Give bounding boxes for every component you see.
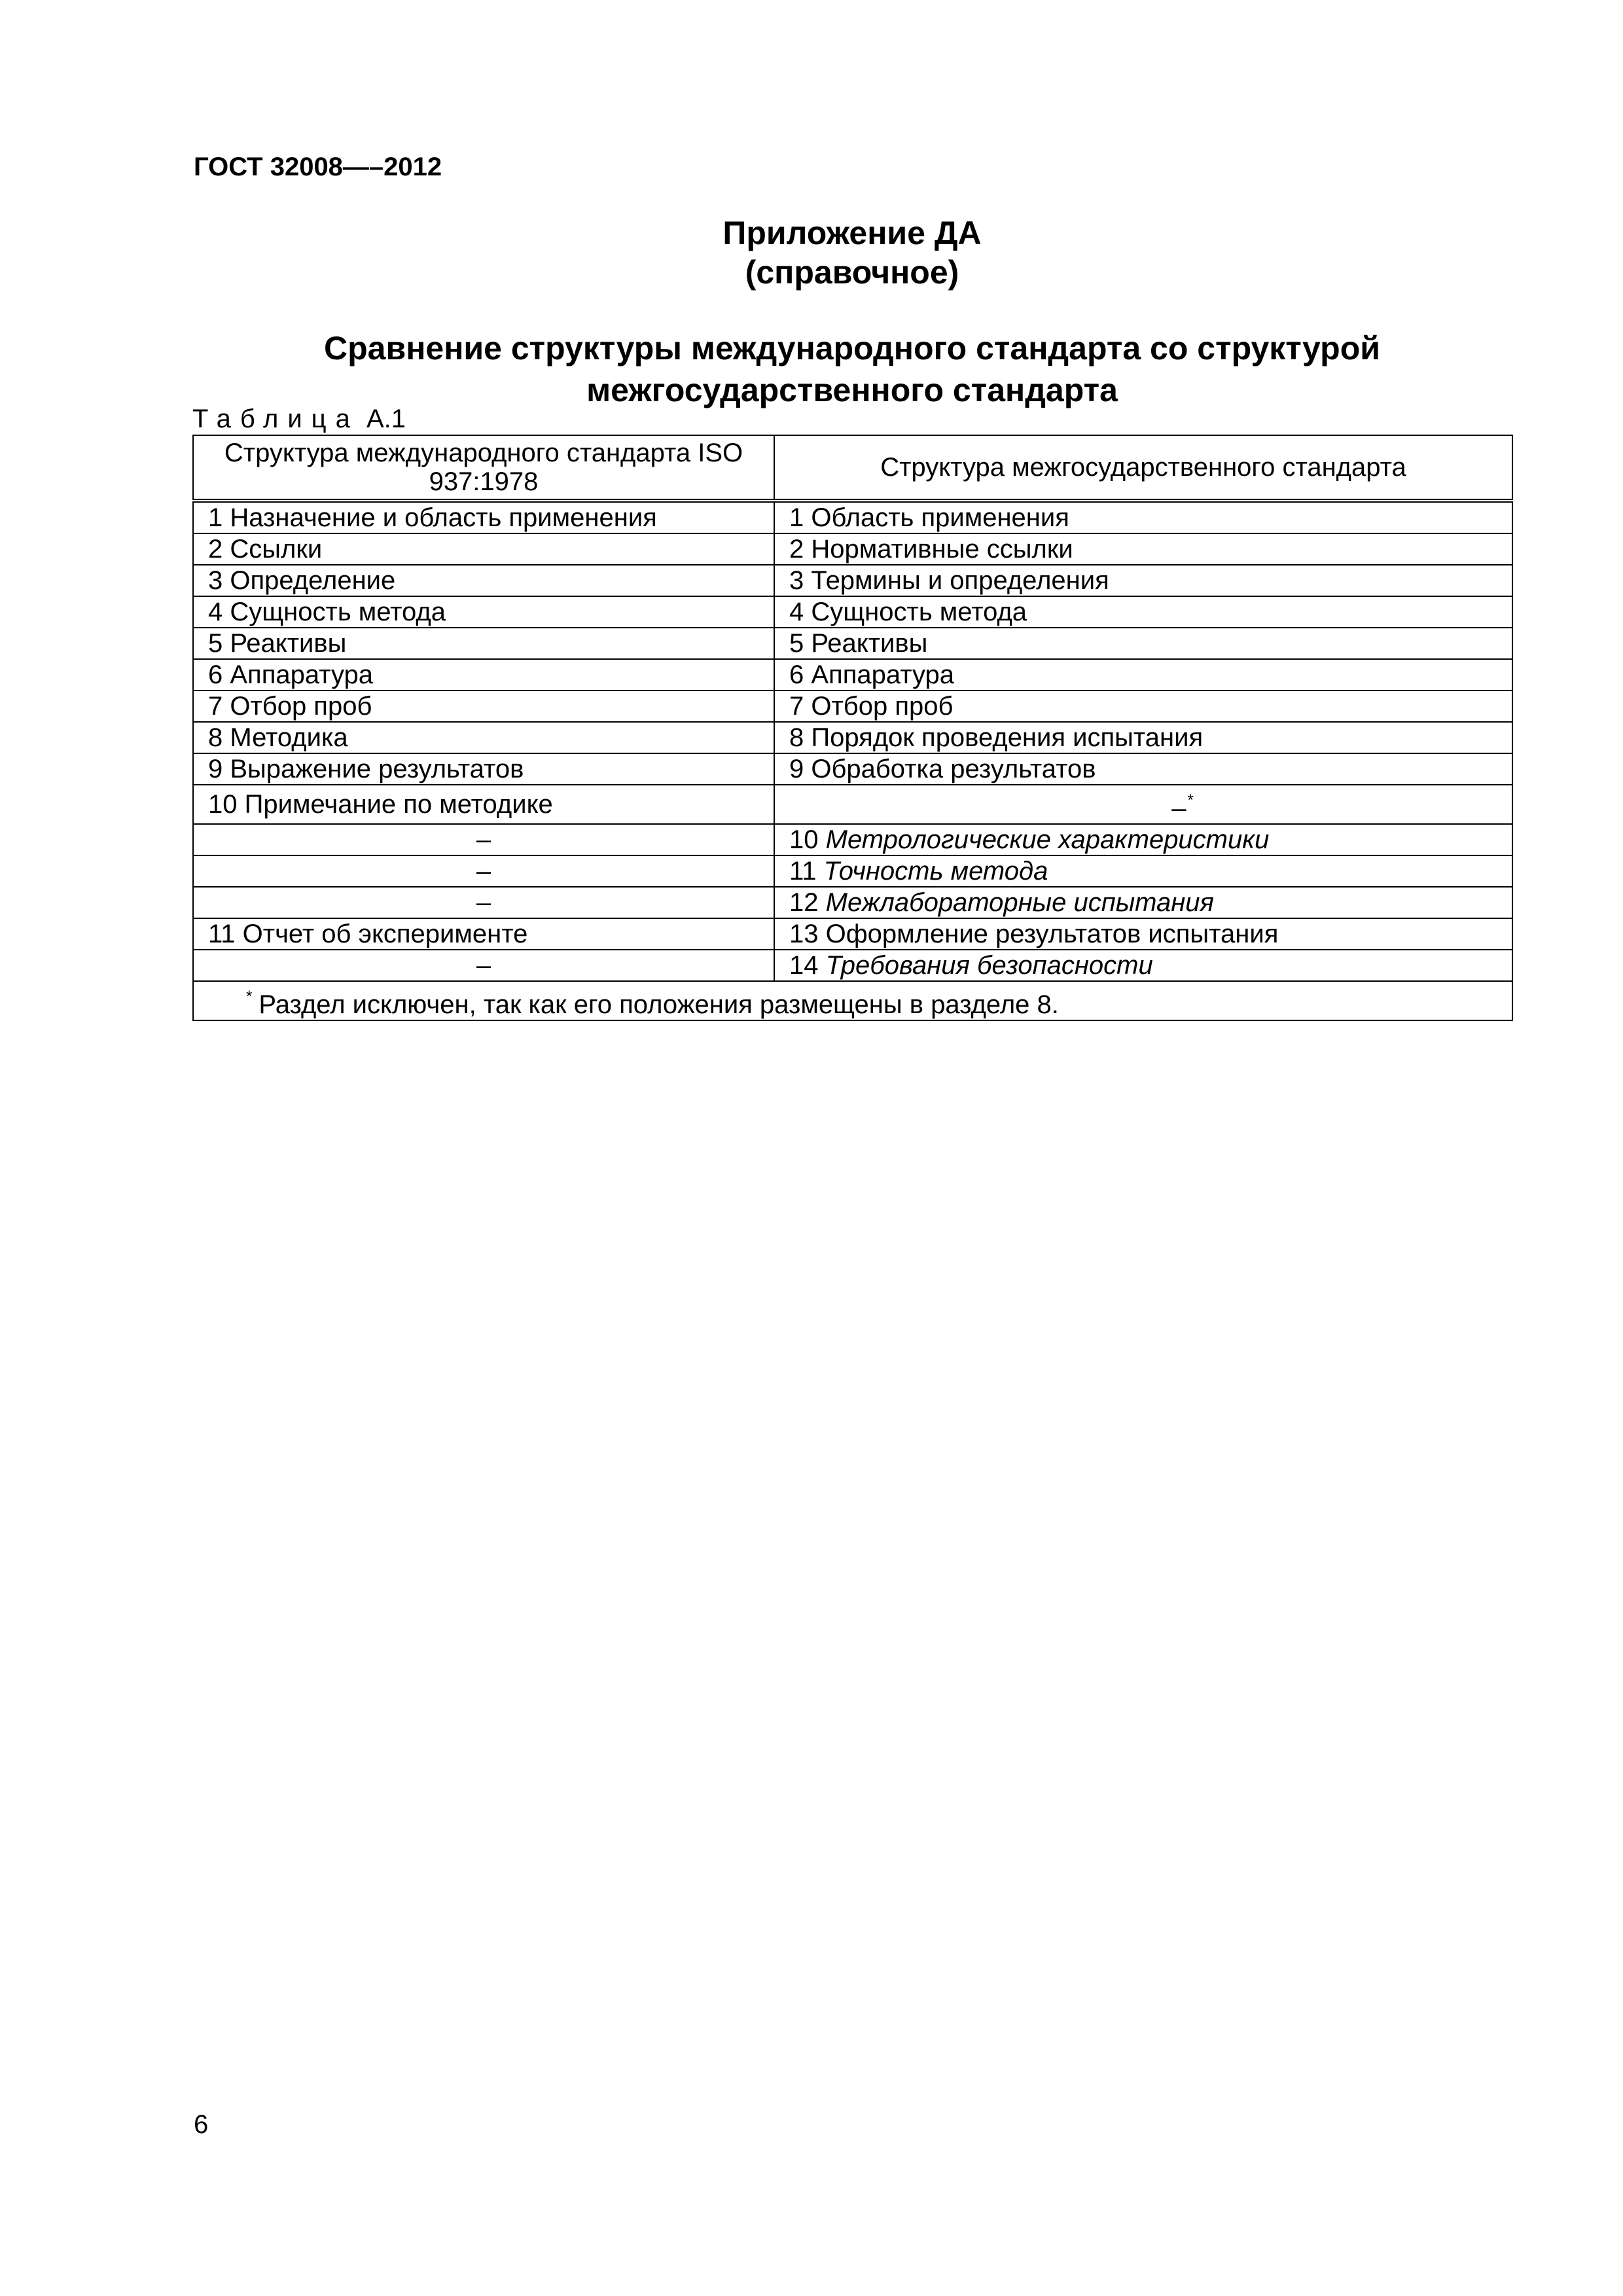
footnote-text: Раздел исключен, так как его положения размещены в разделе 8. xyxy=(259,990,1059,1019)
cell-interstate xyxy=(774,628,1512,659)
cell-interstate-number: 12 xyxy=(789,888,819,917)
comparison-table-wrapper xyxy=(192,435,1512,1021)
section-heading: Сравнение структуры международного стандарта со структурой межгосударственного стандарта xyxy=(324,330,1380,408)
cell-interstate-text: Область применения xyxy=(811,503,1069,532)
table-row xyxy=(193,785,1512,824)
cell-interstate-number: 6 xyxy=(789,660,804,689)
cell-international-absent: – xyxy=(193,950,774,981)
cell-interstate-text: Реактивы xyxy=(811,629,928,658)
table-caption-number: А.1 xyxy=(366,404,406,433)
cell-interstate-text: Требования безопасности xyxy=(825,951,1153,980)
cell-interstate-number: 5 xyxy=(789,629,804,658)
appendix-subtitle: (справочное) xyxy=(745,254,959,291)
comparison-table xyxy=(192,435,1513,1021)
table-row xyxy=(193,628,1512,659)
table-row xyxy=(193,887,1512,918)
cell-interstate-text: Термины и определения xyxy=(811,566,1109,595)
document-code: ГОСТ 32008—–2012 xyxy=(194,152,442,181)
cell-international: 8 Методика xyxy=(193,722,774,753)
cell-international: 11 Отчет об эксперименте xyxy=(193,918,774,950)
cell-interstate-excluded xyxy=(774,785,1512,824)
table-row xyxy=(193,950,1512,981)
cell-interstate-number: 11 xyxy=(789,857,817,886)
table-row xyxy=(193,501,1512,533)
cell-interstate xyxy=(774,659,1512,691)
cell-international-absent: – xyxy=(193,824,774,855)
cell-interstate-number: 8 xyxy=(789,723,804,752)
table-row xyxy=(193,691,1512,722)
cell-interstate xyxy=(774,565,1512,596)
table-row xyxy=(193,596,1512,628)
table-row xyxy=(193,855,1512,887)
cell-interstate-text: Сущность метода xyxy=(811,598,1027,626)
cell-interstate xyxy=(774,855,1512,887)
table-row xyxy=(193,753,1512,785)
cell-interstate-text: Точность метода xyxy=(823,857,1048,886)
cell-interstate xyxy=(774,887,1512,918)
table-row xyxy=(193,533,1512,565)
table-footnote xyxy=(193,981,1512,1020)
cell-interstate-number: 1 xyxy=(789,503,804,532)
cell-interstate xyxy=(774,691,1512,722)
cell-interstate-number: 2 xyxy=(789,535,804,564)
column-header-international: Структура международного стандарта ISO 937:1978 xyxy=(193,435,774,501)
cell-interstate-text: Оформление результатов испытания xyxy=(825,920,1279,948)
cell-interstate xyxy=(774,501,1512,533)
appendix-title: Приложение ДА xyxy=(722,215,982,251)
table-row xyxy=(193,722,1512,753)
cell-interstate xyxy=(774,533,1512,565)
cell-interstate xyxy=(774,753,1512,785)
cell-international: 2 Ссылки xyxy=(193,533,774,565)
cell-international: 10 Примечание по методике xyxy=(193,785,774,824)
page-number: 6 xyxy=(194,2110,209,2139)
cell-interstate-number: 10 xyxy=(789,825,819,854)
cell-international: 7 Отбор проб xyxy=(193,691,774,722)
cell-interstate-text: Метрологические характеристики xyxy=(825,825,1270,854)
table-footnote-row xyxy=(193,981,1512,1020)
cell-international: 9 Выражение результатов xyxy=(193,753,774,785)
cell-interstate-text: Обработка результатов xyxy=(811,755,1096,783)
cell-interstate-number: 4 xyxy=(789,598,804,626)
cell-interstate-text: Аппаратура xyxy=(811,660,955,689)
table-row xyxy=(193,659,1512,691)
cell-international: 3 Определение xyxy=(193,565,774,596)
table-row xyxy=(193,565,1512,596)
cell-interstate-text: Межлабораторные испытания xyxy=(825,888,1214,917)
cell-interstate xyxy=(774,596,1512,628)
column-header-interstate: Структура межгосударственного стандарта xyxy=(774,435,1512,501)
cell-interstate xyxy=(774,824,1512,855)
cell-interstate-text: Нормативные ссылки xyxy=(811,535,1073,564)
cell-interstate-text: Отбор проб xyxy=(811,692,954,721)
cell-interstate-number: 14 xyxy=(789,951,819,980)
table-row xyxy=(193,824,1512,855)
cell-international-absent: – xyxy=(193,887,774,918)
table-caption-word: Таблица xyxy=(192,404,359,433)
cell-interstate xyxy=(774,950,1512,981)
cell-international: 6 Аппаратура xyxy=(193,659,774,691)
cell-interstate-number: 13 xyxy=(789,920,819,948)
cell-international-absent: – xyxy=(193,855,774,887)
cell-interstate-number: 7 xyxy=(789,692,804,721)
dash-mark: – xyxy=(1171,794,1186,823)
cell-interstate-text: Порядок проведения испытания xyxy=(811,723,1204,752)
table-caption xyxy=(192,403,406,435)
cell-interstate-number: 3 xyxy=(789,566,804,595)
table-row xyxy=(193,918,1512,950)
footnote-mark: * xyxy=(246,988,253,1005)
cell-interstate-number: 9 xyxy=(789,755,804,783)
table-header-row xyxy=(193,435,1512,501)
cell-international: 1 Назначение и область применения xyxy=(193,501,774,533)
cell-interstate xyxy=(774,918,1512,950)
cell-international: 5 Реактивы xyxy=(193,628,774,659)
footnote-reference: * xyxy=(1187,791,1194,809)
cell-interstate xyxy=(774,722,1512,753)
cell-international: 4 Сущность метода xyxy=(193,596,774,628)
